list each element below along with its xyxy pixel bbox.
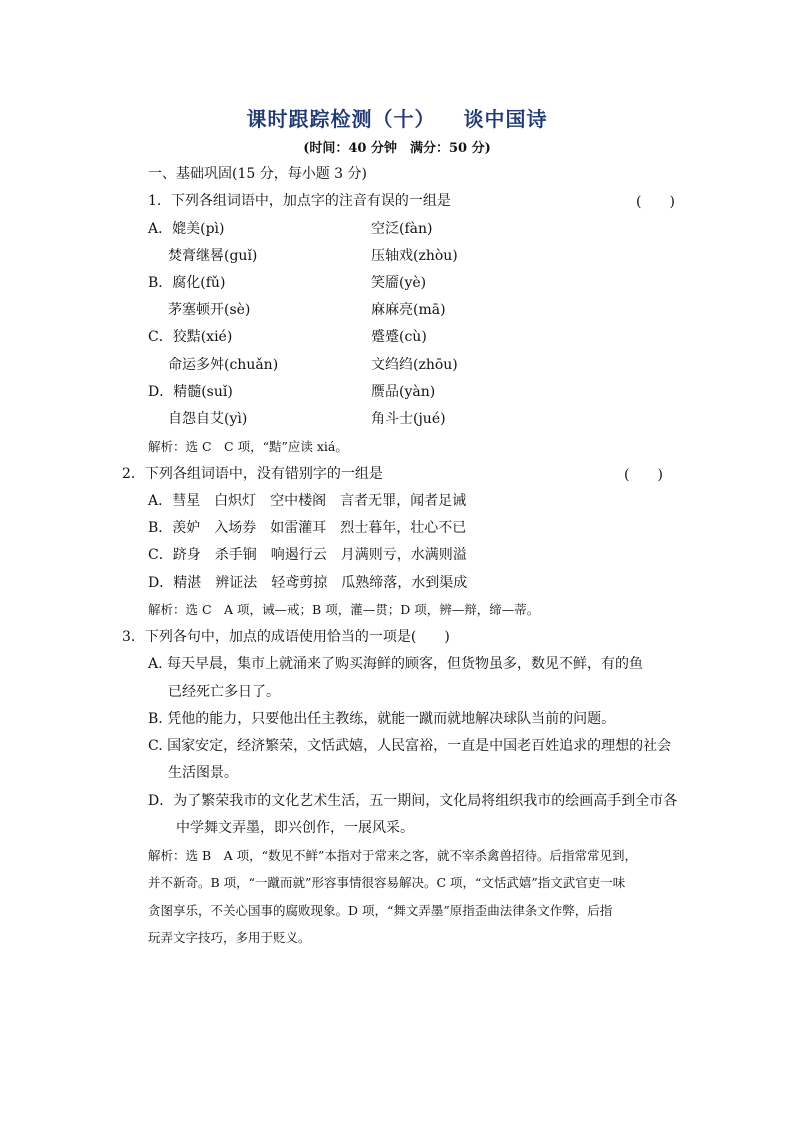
q1-option-b2-right: 麻麻亮(mā) <box>371 302 446 318</box>
q2-option-c: C．跻身 杀手锏 响遏行云 月满则亏，水满则溢 <box>148 547 467 563</box>
q1-option-c-left: C．狡黠(xié) <box>148 329 233 345</box>
q1-option-c2-right: 文绉绉(zhōu) <box>371 357 458 373</box>
q3-answer-line-4: 玩弄文字技巧，多用于贬义。 <box>148 930 311 945</box>
q3-option-d: D．为了繁荣我市的文化艺术生活，五一期间，文化局将组织我市的绘画高手到全市各 <box>148 793 678 809</box>
q2-stem: 2．下列各组词语中，没有错别字的一组是 <box>122 466 383 482</box>
q1-option-a-left: A．媲美(pì) <box>148 221 225 237</box>
q2-answer-paren: ( ) <box>624 467 663 483</box>
title-part-b: 谈中国诗 <box>463 107 548 131</box>
q1-option-d2-right: 角斗士(jué) <box>371 411 446 427</box>
q1-option-a-right: 空泛(fàn) <box>371 221 433 237</box>
q1-option-d2-left: 自怨自艾(yì) <box>168 411 248 427</box>
q2-answer: 解析：选 C A 项，诫—戒；B 项，灌—贯；D 项，辨—辩，缔—蒂。 <box>148 602 540 617</box>
q1-option-c2-left: 命运多舛(chuǎn) <box>168 357 279 373</box>
q3-stem: 3．下列各句中，加点的成语使用恰当的一项是( ) <box>122 629 450 645</box>
q1-answer-paren: ( ) <box>636 194 675 210</box>
q1-option-d-right: 赝品(yàn) <box>371 384 436 400</box>
q1-option-a2-left: 焚膏继晷(guǐ) <box>168 248 258 264</box>
q1-option-b-left: B．腐化(fǔ) <box>148 275 226 291</box>
section-heading: 一、基础巩固(15 分，每小题 3 分) <box>148 166 367 182</box>
page-subtitle: (时间：40 分钟 满分：50 分) <box>303 141 491 156</box>
q1-option-d-left: D．精髓(suǐ) <box>148 384 233 400</box>
q3-option-d-cont: 中学舞文弄墨，即兴创作，一展风采。 <box>176 820 414 836</box>
page-title <box>0 103 794 132</box>
q3-option-c-cont: 生活图景。 <box>168 765 238 781</box>
q1-answer: 解析：选 C C 项，“黠”应读 xiá。 <box>148 439 348 454</box>
q3-option-c: C. 国家安定，经济繁荣，文恬武嬉，人民富裕，一直是中国老百姓追求的理想的社会 <box>148 738 672 754</box>
q1-option-b-right: 笑靥(yè) <box>371 275 427 291</box>
q1-option-b2-left: 茅塞顿开(sè) <box>168 302 251 318</box>
q3-answer-line-1: 解析：选 B A 项，“数见不鲜”本指对于常来之客，就不宰杀禽兽招待。后指常常见到， <box>148 848 637 863</box>
q3-option-a: A. 每天早晨，集市上就涌来了购买海鲜的顾客，但货物虽多，数见不鲜，有的鱼 <box>148 656 644 672</box>
q1-option-c-right: 蹙蹙(cù) <box>371 329 427 345</box>
q2-option-d: D．精湛 辨证法 轻鸢剪掠 瓜熟缔落，水到渠成 <box>148 575 468 591</box>
q3-option-b: B. 凭他的能力，只要他出任主教练，就能一蹴而就地解决球队当前的问题。 <box>148 711 616 727</box>
q2-option-b: B．羡妒 入场券 如雷灌耳 烈士暮年，壮心不已 <box>148 520 467 536</box>
q3-option-a-cont: 已经死亡多日了。 <box>168 684 280 700</box>
title-part-a: 课时跟踪检测（十） <box>246 107 436 131</box>
q2-option-a: A．彗星 白炽灯 空中楼阁 言者无罪，闻者足诫 <box>148 493 467 509</box>
q3-answer-line-2: 并不新奇。B 项，“一蹴而就”形容事情很容易解决。C 项，“文恬武嬉”指文武官吏一味 <box>148 875 626 890</box>
q1-stem: 1．下列各组词语中，加点字的注音有误的一组是 <box>148 193 451 209</box>
q1-option-a2-right: 压轴戏(zhòu) <box>371 248 458 264</box>
q3-answer-line-3: 贪图享乐，不关心国事的腐败现象。D 项，“舞文弄墨”原指歪曲法律条文作弊，后指 <box>148 903 613 918</box>
